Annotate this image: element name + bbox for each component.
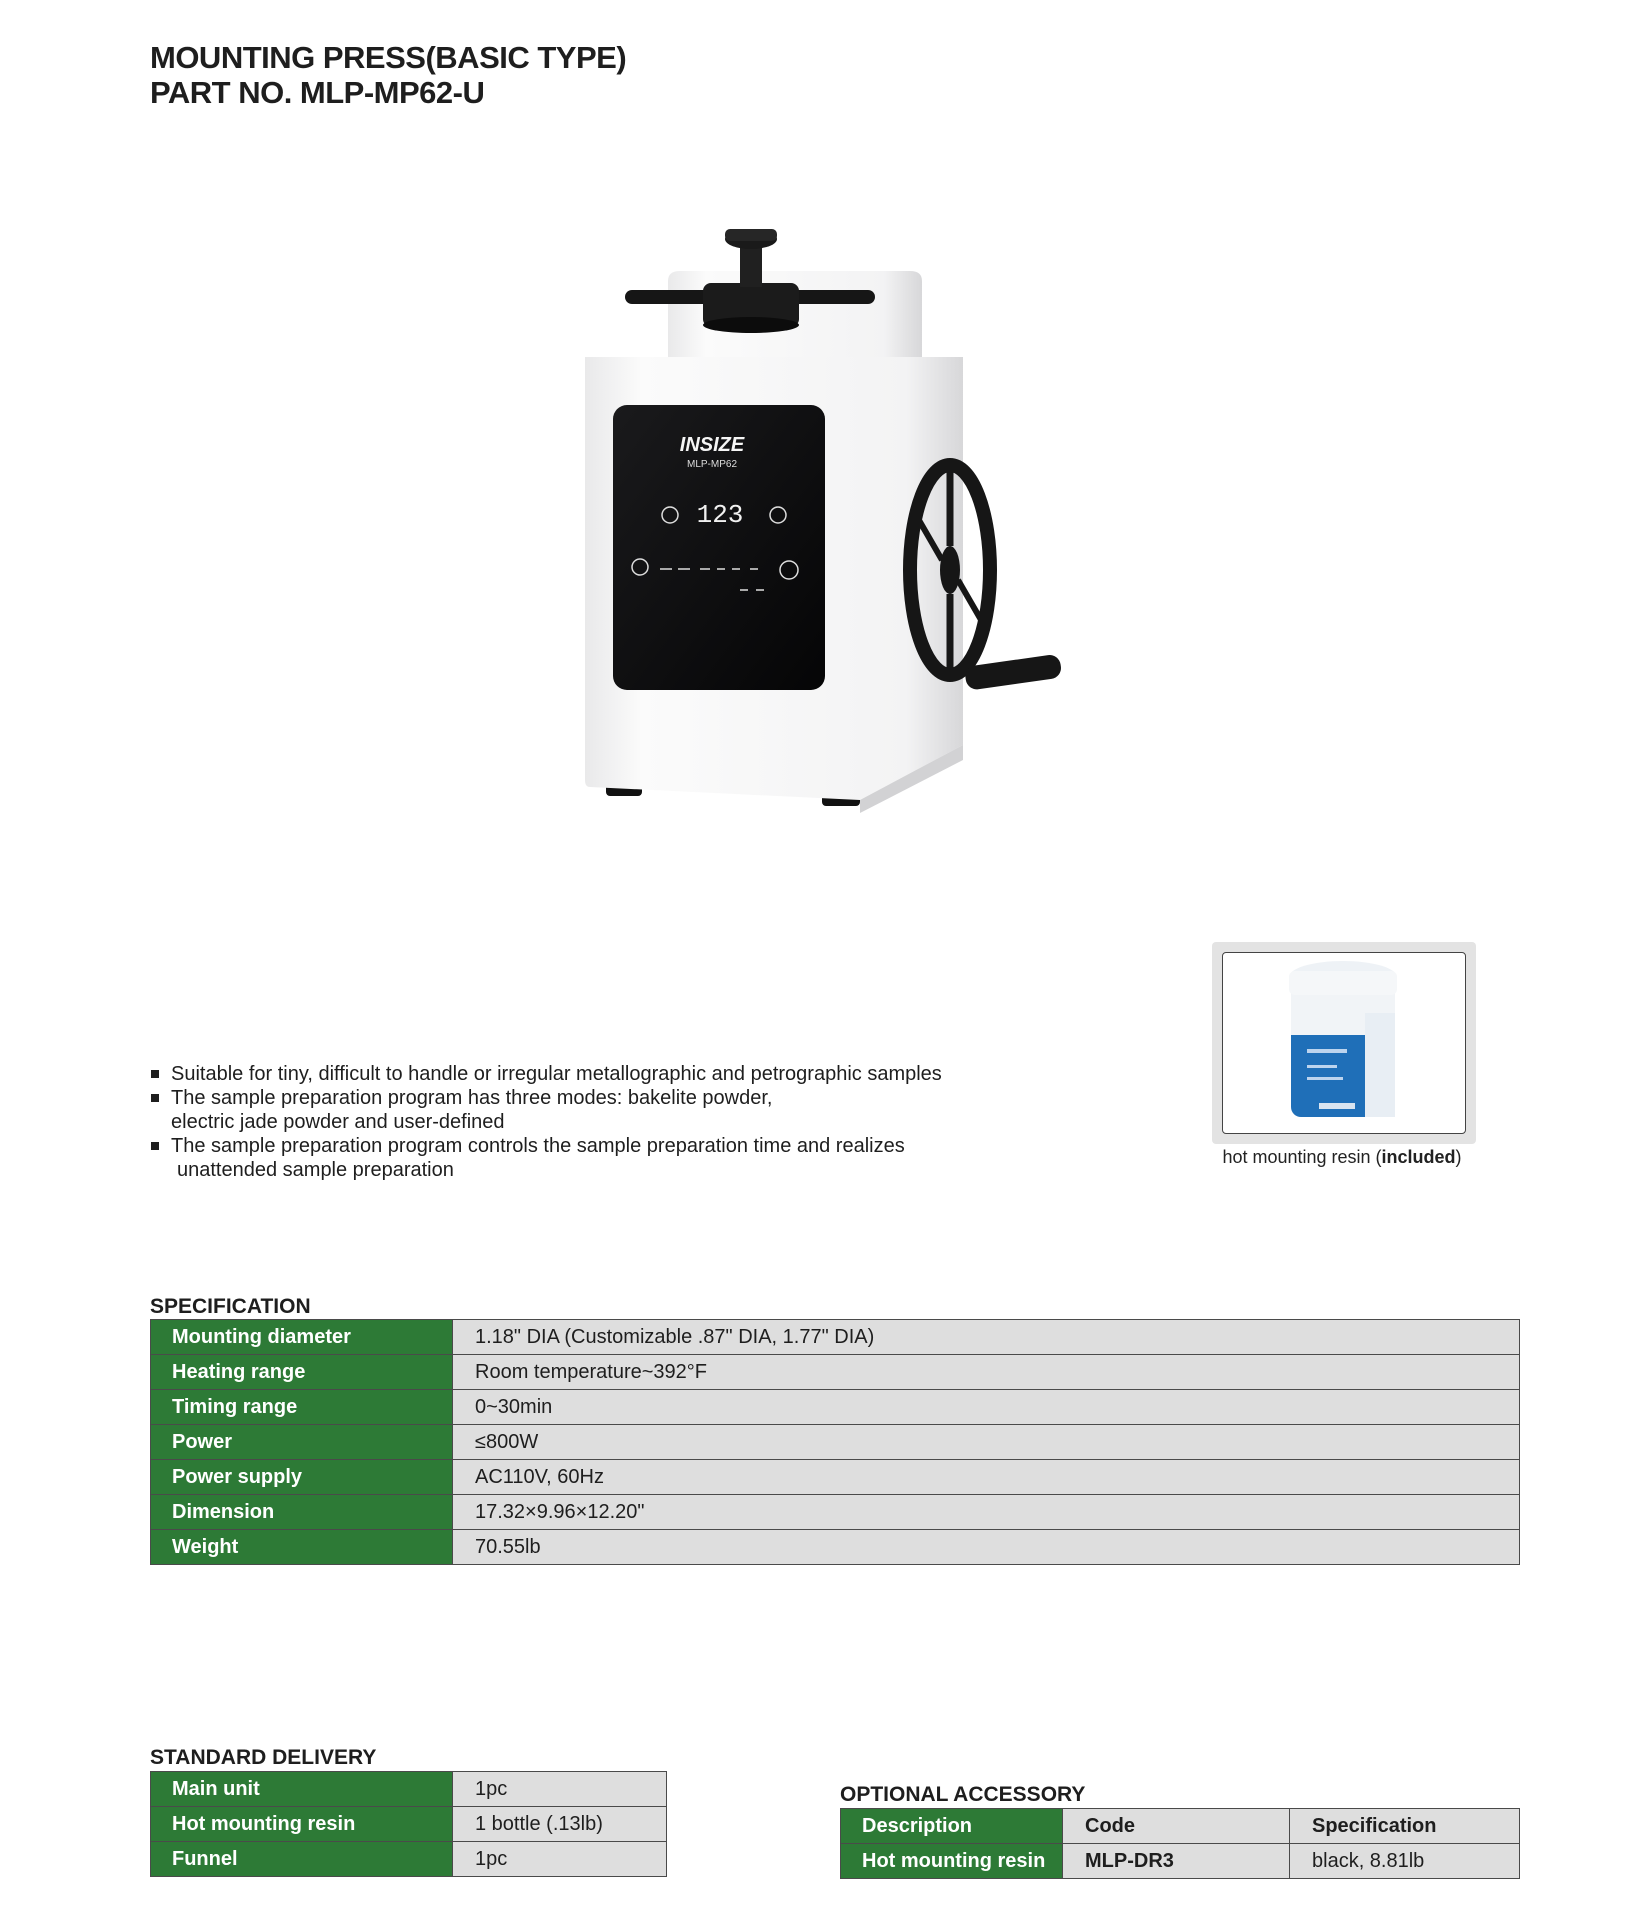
spec-value: 0~30min bbox=[453, 1390, 1520, 1425]
spec-value: 1.18" DIA (Customizable .87" DIA, 1.77" DIA) bbox=[453, 1320, 1520, 1355]
accessory-code: MLP-DR3 bbox=[1063, 1844, 1290, 1879]
standard-delivery-table bbox=[150, 1771, 667, 1877]
optional-accessory-table bbox=[840, 1808, 1520, 1879]
page-title bbox=[150, 40, 626, 110]
feature-text: The sample preparation program has three modes: bakelite powder, bbox=[171, 1087, 773, 1109]
spec-label: Timing range bbox=[151, 1390, 453, 1425]
table-row bbox=[151, 1320, 1520, 1355]
table-row bbox=[151, 1495, 1520, 1530]
spec-label: Heating range bbox=[151, 1355, 453, 1390]
title-line-1: MOUNTING PRESS(BASIC TYPE) bbox=[150, 40, 627, 75]
feature-text-continued: electric jade powder and user-defined bbox=[171, 1111, 505, 1133]
spec-label: Dimension bbox=[151, 1495, 453, 1530]
spec-value: 17.32×9.96×12.20" bbox=[453, 1495, 1520, 1530]
feature-item bbox=[150, 1062, 942, 1086]
accessory-image bbox=[1222, 952, 1466, 1134]
mounting-press-image bbox=[560, 215, 1100, 835]
spec-label: Power supply bbox=[151, 1460, 453, 1495]
feature-text: Suitable for tiny, difficult to handle or irregular metallographic and petrographic samples bbox=[171, 1063, 942, 1085]
accessory-specification: black, 8.81lb bbox=[1290, 1844, 1520, 1879]
feature-text: The sample preparation program controls the sample preparation time and realizes bbox=[171, 1135, 905, 1157]
specification-table bbox=[150, 1319, 1520, 1565]
title-line-2: PART NO. MLP-MP62-U bbox=[150, 75, 485, 110]
spec-value: ≤800W bbox=[453, 1425, 1520, 1460]
table-row bbox=[151, 1390, 1520, 1425]
spec-label: Weight bbox=[151, 1530, 453, 1565]
spec-label: Power bbox=[151, 1425, 453, 1460]
panel-display: 123 bbox=[696, 500, 744, 530]
accessory-caption bbox=[1190, 1147, 1494, 1168]
feature-item bbox=[150, 1086, 942, 1134]
spec-value: AC110V, 60Hz bbox=[453, 1460, 1520, 1495]
feature-item bbox=[150, 1134, 942, 1182]
accessory-description: Hot mounting resin bbox=[841, 1844, 1063, 1879]
spec-label: Mounting diameter bbox=[151, 1320, 453, 1355]
table-row bbox=[151, 1425, 1520, 1460]
spec-value: Room temperature~392°F bbox=[453, 1355, 1520, 1390]
table-row bbox=[151, 1772, 667, 1807]
caption-included: included bbox=[1381, 1147, 1456, 1167]
table-row bbox=[151, 1807, 667, 1842]
delivery-item: Main unit bbox=[151, 1772, 453, 1807]
delivery-qty: 1pc bbox=[453, 1842, 667, 1877]
optional-accessory-heading: OPTIONAL ACCESSORY bbox=[840, 1783, 1086, 1806]
table-row bbox=[151, 1355, 1520, 1390]
table-row bbox=[151, 1842, 667, 1877]
table-row bbox=[151, 1460, 1520, 1495]
standard-delivery-heading: STANDARD DELIVERY bbox=[150, 1746, 377, 1769]
table-header-row bbox=[841, 1809, 1520, 1844]
table-row bbox=[151, 1530, 1520, 1565]
spec-value: 70.55lb bbox=[453, 1530, 1520, 1565]
delivery-qty: 1 bottle (.13lb) bbox=[453, 1807, 667, 1842]
accessory-image-frame bbox=[1212, 942, 1476, 1144]
column-header-description: Description bbox=[841, 1809, 1063, 1844]
table-row bbox=[841, 1844, 1520, 1879]
feature-text-continued: unattended sample preparation bbox=[177, 1159, 454, 1181]
column-header-specification: Specification bbox=[1290, 1809, 1520, 1844]
caption-suffix: ) bbox=[1455, 1147, 1462, 1167]
specification-heading: SPECIFICATION bbox=[150, 1295, 311, 1318]
brand-logo: INSIZE bbox=[679, 434, 745, 456]
delivery-item: Funnel bbox=[151, 1842, 453, 1877]
caption-prefix: hot mounting resin ( bbox=[1222, 1147, 1382, 1167]
resin-jar-image bbox=[1223, 953, 1465, 1133]
delivery-item: Hot mounting resin bbox=[151, 1807, 453, 1842]
panel-model: MLP-MP62 bbox=[686, 459, 738, 470]
delivery-qty: 1pc bbox=[453, 1772, 667, 1807]
feature-list bbox=[150, 1062, 942, 1182]
column-header-code: Code bbox=[1063, 1809, 1290, 1844]
